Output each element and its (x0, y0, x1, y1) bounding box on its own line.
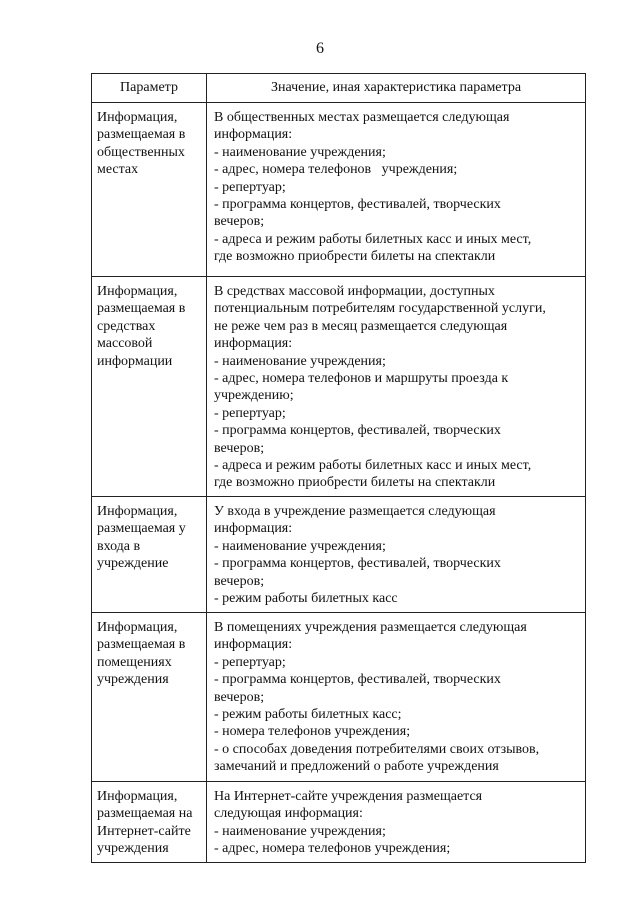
value-line: - наименование учреждения; (214, 538, 386, 554)
param-line: размещаемая в (97, 127, 186, 143)
value-line: где возможно приобрести билеты на спектакли (214, 475, 496, 491)
value-cell (207, 103, 586, 277)
param-line: учреждения (97, 841, 169, 857)
value-line: - о способах доведения потребителями своих отзывов, (214, 741, 540, 757)
header-parameter: Параметр (92, 74, 207, 103)
param-line: массовой (97, 336, 153, 352)
param-line: входа в (97, 538, 141, 554)
value-line: следующая информация: (214, 806, 363, 822)
value-line: потенциальным потребителям государственной услуги, (214, 301, 546, 317)
value-line: - адрес, номера телефонов учреждения; (214, 162, 458, 178)
value-line: - программа концертов, фестивалей, творческих (214, 197, 501, 213)
value-line: - репертуар; (214, 654, 286, 670)
param-line: Информация, (97, 110, 178, 125)
param-line: местах (97, 162, 139, 178)
value-line: - программа концертов, фестивалей, творческих (214, 423, 501, 439)
param-line: средствах (97, 318, 156, 334)
page-number: 6 (316, 40, 324, 57)
param-line: размещаемая у (97, 521, 186, 537)
value-cell (207, 496, 586, 612)
param-line: общественных (97, 144, 185, 160)
param-cell (92, 277, 207, 497)
param-line: учреждения (97, 672, 169, 688)
value-line: - номера телефонов учреждения; (214, 724, 411, 740)
value-line: информация: (214, 521, 293, 537)
param-line: помещениях (97, 654, 172, 670)
table-row (92, 781, 586, 862)
param-line: Информация, (97, 503, 178, 519)
value-cell (207, 612, 586, 781)
param-line: размещаемая в (97, 637, 186, 653)
value-line: - наименование учреждения; (214, 144, 386, 160)
param-line: Информация, (97, 284, 178, 299)
value-cell (207, 277, 586, 497)
param-line: Интернет-сайте (97, 823, 191, 839)
table-row (92, 612, 586, 781)
param-cell (92, 612, 207, 781)
value-line: В помещениях учреждения размещается следующая (214, 619, 527, 635)
value-line: - репертуар; (214, 405, 286, 421)
value-line: У входа в учреждение размещается следующая (214, 503, 496, 519)
value-line: В средствах массовой информации, доступных (214, 284, 495, 299)
value-line: - наименование учреждения; (214, 353, 386, 369)
param-cell (92, 496, 207, 612)
value-line: учреждению; (214, 388, 294, 404)
param-cell (92, 781, 207, 862)
value-line: - программа концертов, фестивалей, творческих (214, 672, 501, 688)
table-row (92, 103, 586, 277)
param-line: Информация, (97, 788, 178, 804)
value-line: - адреса и режим работы билетных касс и иных мест, (214, 231, 532, 247)
parameters-table (91, 73, 586, 863)
table-row (92, 277, 586, 497)
value-line: - режим работы билетных касс (214, 590, 398, 606)
value-line: - наименование учреждения; (214, 823, 386, 839)
value-line: не реже чем раз в месяц размещается следующая (214, 318, 508, 334)
value-line: На Интернет-сайте учреждения размещается (214, 788, 483, 804)
value-line: - адреса и режим работы билетных касс и иных мест, (214, 458, 532, 474)
value-line: - адрес, номера телефонов учреждения; (214, 841, 451, 857)
value-line: вечеров; (214, 214, 265, 230)
value-line: информация: (214, 336, 293, 352)
value-line: информация: (214, 637, 293, 653)
value-line: вечеров; (214, 440, 265, 456)
value-line: вечеров; (214, 573, 265, 589)
value-line: - режим работы билетных касс; (214, 706, 402, 722)
param-line: размещаемая на (97, 806, 193, 822)
param-line: учреждение (97, 556, 169, 572)
value-line: информация: (214, 127, 293, 143)
value-line: - адрес, номера телефонов и маршруты проезда к (214, 371, 509, 387)
param-line: Информация, (97, 619, 178, 635)
param-line: размещаемая в (97, 301, 186, 317)
value-cell (207, 781, 586, 862)
param-line: информации (97, 353, 173, 369)
value-line: В общественных местах размещается следующая (214, 110, 510, 125)
header-value: Значение, иная характеристика параметра (207, 74, 586, 103)
value-line: вечеров; (214, 689, 265, 705)
value-line: - программа концертов, фестивалей, творческих (214, 556, 501, 572)
table-row (92, 496, 586, 612)
value-line: замечаний и предложений о работе учреждения (214, 759, 499, 775)
param-cell (92, 103, 207, 277)
table-header-row (92, 74, 586, 103)
value-line: - репертуар; (214, 179, 286, 195)
value-line: где возможно приобрести билеты на спектакли (214, 249, 496, 265)
